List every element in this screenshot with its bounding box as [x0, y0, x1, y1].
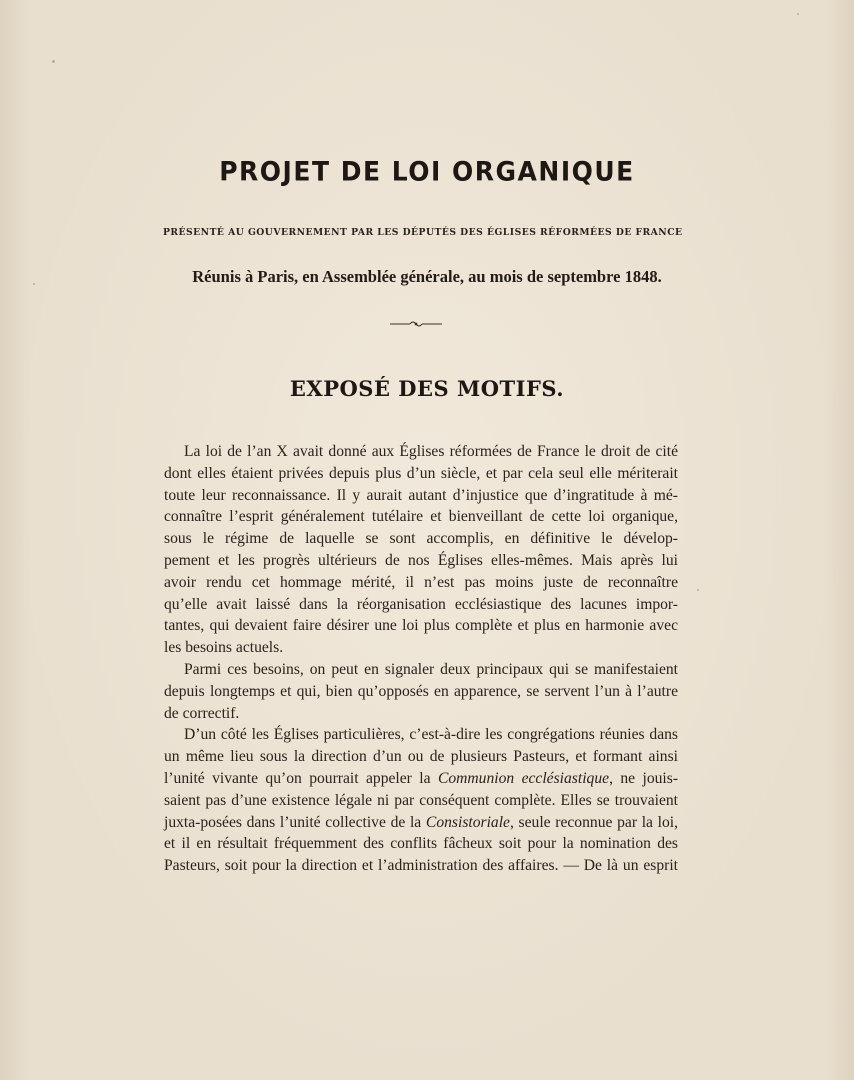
text-line: depuis longtemps et qui, bien qu’opposés en apparence, se servent l’un à l’autre	[164, 682, 678, 700]
text-line: tantes, qui devaient faire désirer une loi plus complète et plus en harmonie avec	[164, 617, 678, 635]
paragraph-2	[164, 659, 678, 724]
text-line: les besoins actuels.	[164, 639, 284, 657]
text-line: Pasteurs, soit pour la direction et l’administration des affaires. — De là un esprit	[164, 857, 678, 875]
text-line: toute leur reconnaissance. Il y aurait autant d’injustice que d’ingratitude à mé-	[164, 486, 678, 504]
text-line: Parmi ces besoins, on peut en signaler deux principaux qui se manifestaient	[184, 660, 678, 678]
text-line: qu’elle avait laissé dans la réorganisation ecclésiastique des lacunes impor-	[164, 595, 678, 613]
text-line: de correctif.	[164, 704, 240, 722]
text-line: pement et les progrès ultérieurs de nos Églises elles-mêmes. Mais après lui	[164, 551, 678, 569]
italic-term: Consistoriale	[425, 813, 510, 831]
section-heading: EXPOSÉ DES MOTIFS.	[289, 376, 565, 401]
text-line: avoir rendu cet hommage mérité, il n’est pas moins juste de reconnaître	[164, 573, 678, 591]
assembly-line: Réunis à Paris, en Assemblée générale, au mois de septembre 1848.	[192, 267, 662, 286]
text-segment: l’unité vivante qu’on pourrait appeler la	[164, 769, 438, 787]
text-segment: , seule reconnue par la loi,	[509, 813, 678, 831]
text-segment: , ne jouis-	[609, 769, 679, 787]
paper-speck	[797, 13, 799, 15]
text-line	[164, 812, 678, 834]
document-subtitle: PRÉSENTÉ AU GOUVERNEMENT PAR LES DÉPUTÉS DES ÉGLISES RÉFORMÉES DE FRANCE	[163, 227, 683, 238]
paper-speck	[33, 283, 35, 285]
text-line: D’un côté les Églises particulières, c’est-à-dire les congrégations réunies dans	[184, 726, 678, 744]
paper-speck	[52, 60, 55, 63]
text-line: et il en résultait fréquemment des conflits fâcheux soit pour la nomination des	[164, 835, 678, 853]
paragraph-3	[164, 724, 678, 877]
text-line	[164, 768, 678, 790]
text-line: connaître l’esprit généralement tutélaire et bienveillant de cette loi organique,	[164, 508, 678, 526]
text-line: dont elles étaient privées depuis plus d’un siècle, et par cela seul elle mériterait	[164, 464, 678, 482]
body-text	[164, 441, 678, 877]
document-title: PROJET DE LOI ORGANIQUE	[219, 156, 635, 187]
text-line: un même lieu sous la direction d’un ou de plusieurs Pasteurs, et formant ainsi	[164, 748, 678, 766]
text-line: saient pas d’une existence légale ni par conséquent complète. Elles se trouvaient	[164, 791, 678, 809]
italic-term: Communion ecclésiastique	[437, 769, 610, 787]
paper-speck	[697, 589, 699, 591]
text-line: La loi de l’an X avait donné aux Églises réformées de France le droit de cité	[184, 443, 678, 460]
paragraph-1	[164, 441, 678, 659]
text-line: sous le régime de laquelle se sont accomplis, en définitive le dévelop-	[164, 530, 678, 548]
text-segment: juxta-posées dans l’unité collective de la	[164, 813, 426, 831]
ornament-divider-icon	[386, 318, 446, 330]
